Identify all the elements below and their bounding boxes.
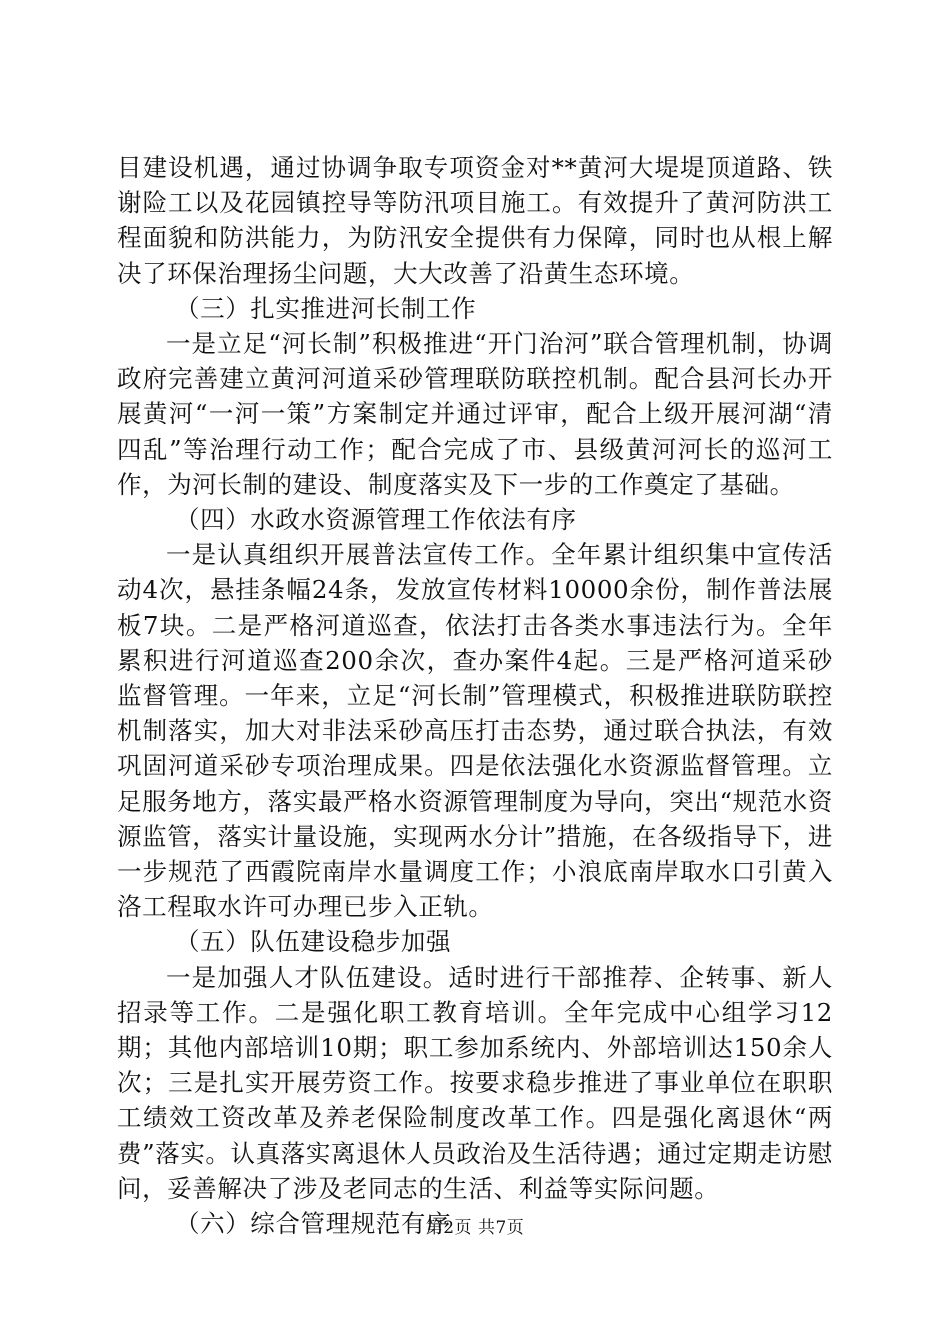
section-heading-comprehensive-management: （六）综合管理规范有序 bbox=[175, 1209, 452, 1239]
document-body bbox=[117, 150, 833, 1241]
section-heading-water-administration: （四）水政水资源管理工作依法有序 bbox=[175, 505, 577, 535]
paragraph-water-administration: 一是认真组织开展普法宣传工作。全年累计组织集中宣传活动4次，悬挂条幅24条，发放宣传材料10000余份，制作普法展板7块。二是严格河道巡查，依法打击各类水事违法行为。全年累积进行河道巡查200余次，查办案件4起。三是严格河道采砂监督管理。一年来，立足“河长制”管理模式，积极推进联防联控机制落实，加大对非法采砂高压打击态势，通过联合执法，有效巩固河道采砂专项治理成果。四是依法强化水资源监督管理。立足服务地方，落实最严格水资源管理制度为导向，突出“规范水资源监管，落实计量设施，实现两水分计”措施，在各级指导下，进一步规范了西霞院南岸水量调度工作；小浪底南岸取水口引黄入洛工程取水许可办理已步入正轨。 bbox=[117, 540, 833, 922]
section-heading-river-chief: （三）扎实推进河长制工作 bbox=[175, 293, 477, 323]
paragraph-river-chief: 一是立足“河长制”积极推进“开门治河”联合管理机制，协调政府完善建立黄河河道采砂管理联防联控机制。配合县河长办开展黄河“一河一策”方案制定并通过评审，配合上级开展河湖“清四乱”等治理行动工作；配合完成了市、县级黄河河长的巡河工作，为河长制的建设、制度落实及下一步的工作奠定了基础。 bbox=[117, 329, 833, 499]
paragraph-team-building: 一是加强人才队伍建设。适时进行干部推荐、企转事、新人招录等工作。二是强化职工教育培训。全年完成中心组学习12期；其他内部培训10期；职工参加系统内、外部培训达150余人次；三是扎实开展劳资工作。按要求稳步推进了事业单位在职职工绩效工资改革及养老保险制度改革工作。四是强化离退休“两费”落实。认真落实离退休人员政治及生活待遇；通过定期走访慰问，妥善解决了涉及老同志的生活、利益等实际问题。 bbox=[117, 962, 833, 1203]
section-heading-team-building: （五）队伍建设稳步加强 bbox=[175, 927, 452, 957]
page-number-footer: 第2页 共7页 bbox=[425, 1218, 525, 1238]
paragraph-project-continuation: 目建设机遇，通过协调争取专项资金对**黄河大堤堤顶道路、铁谢险工以及花园镇控导等防汛项目施工。有效提升了黄河防洪工程面貌和防洪能力，为防汛安全提供有力保障，同时也从根上解决了环保治理扬尘问题，大大改善了沿黄生态环境。 bbox=[117, 153, 833, 288]
